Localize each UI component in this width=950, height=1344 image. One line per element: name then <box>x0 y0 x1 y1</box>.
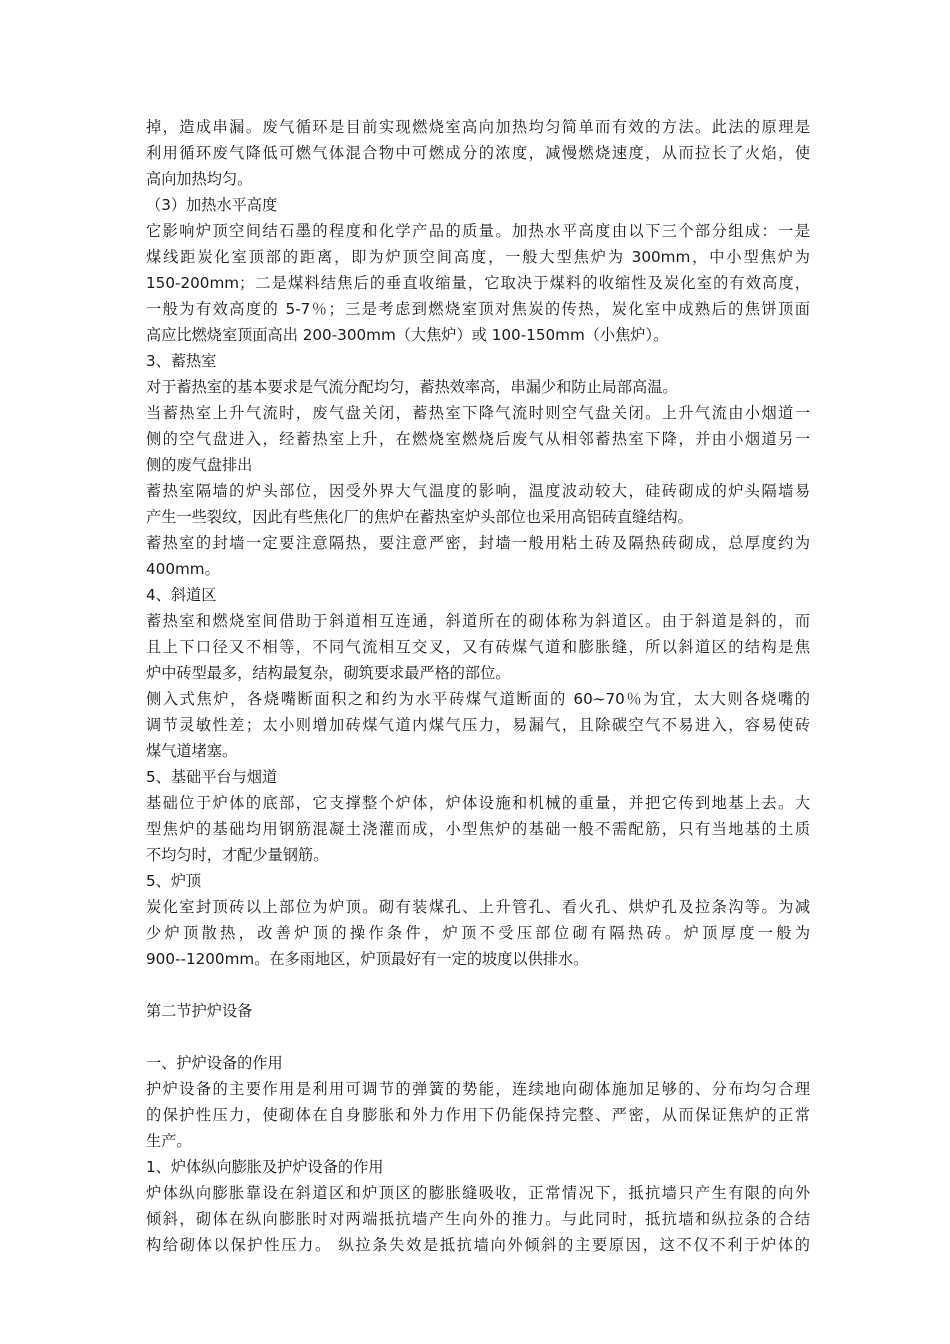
text-line: 且上下口径又不相等，不同气流相互交叉，又有砖煤气道和膨胀缝，所以斜道区的结构是焦 <box>146 638 810 656</box>
text-line: 高向加热均匀。 <box>146 170 253 188</box>
text-line: 炉体纵向膨胀靠设在斜道区和炉顶区的膨胀缝吸收，正常情况下，抵抗墙只产生有限的向外 <box>146 1184 810 1202</box>
text-line: 侧的空气盘进入，经蓄热室上升，在燃烧室燃烧后废气从相邻蓄热室下降，并由小烟道另一 <box>146 430 810 448</box>
text-line: 当蓄热室上升气流时，废气盘关闭，蓄热室下降气流时则空气盘关闭。上升气流由小烟道一 <box>146 404 810 422</box>
text-line: 型焦炉的基础均用钢筋混凝土浇灌而成，小型焦炉的基础一般不需配筋，只有当地基的土质 <box>146 820 810 838</box>
text-line: 蓄热室和燃烧室间借助于斜道相互连通，斜道所在的砌体称为斜道区。由于斜道是斜的，而 <box>146 612 810 630</box>
text-line: 1、炉体纵向膨胀及护炉设备的作用 <box>146 1158 384 1176</box>
text-line: 的保护性压力，使砌体在自身膨胀和外力作用下仍能保持完整、严密，从而保证焦炉的正常 <box>146 1106 810 1124</box>
text-line: 150-200mm；二是煤料结焦后的垂直收缩量，它取决于煤料的收缩性及炭化室的有效高度， <box>146 274 810 292</box>
text-line: 侧入式焦炉，各烧嘴断面积之和约为水平砖煤气道断面的 60~70％为宜，太大则各烧嘴的 <box>146 690 810 708</box>
text-line: 产生一些裂纹，因此有些焦化厂的焦炉在蓄热室炉头部位也采用高铝砖直缝结构。 <box>146 508 693 526</box>
text-line: 构给砌体以保护性压力。 纵拉条失效是抵抗墙向外倾斜的主要原因，这不仅不利于炉体的 <box>146 1236 810 1254</box>
text-line: 煤线距炭化室顶部的距离，即为炉顶空间高度，一般大型焦炉为 300mm，中小型焦炉为 <box>146 248 810 266</box>
text-line: 利用循环废气降低可燃气体混合物中可燃成分的浓度，减慢燃烧速度，从而拉长了火焰，使 <box>146 144 810 162</box>
text-line: 它影响炉顶空间结石墨的程度和化学产品的质量。加热水平高度由以下三个部分组成：一是 <box>146 222 810 240</box>
text-line: 4、斜道区 <box>146 586 217 604</box>
text-line: 掉，造成串漏。废气循环是目前实现燃烧室高向加热均匀简单而有效的方法。此法的原理是 <box>146 118 810 136</box>
text-line: 少炉顶散热，改善炉顶的操作条件，炉顶不受压部位砌有隔热砖。炉顶厚度一般为 <box>146 924 810 942</box>
text-line: 护炉设备的主要作用是利用可调节的弹簧的势能，连续地向砌体施加足够的、分布均匀合理 <box>146 1080 810 1098</box>
text-line: 5、炉顶 <box>146 872 202 890</box>
text-line: （3）加热水平高度 <box>146 196 278 214</box>
text-line: 第二节护炉设备 <box>146 1002 253 1020</box>
text-line: 基础位于炉体的底部，它支撑整个炉体，炉体设施和机械的重量，并把它传到地基上去。大 <box>146 794 810 812</box>
text-line: 倾斜，砌体在纵向膨胀时对两端抵抗墙产生向外的推力。与此同时，抵抗墙和纵拉条的合结 <box>146 1210 810 1228</box>
text-line: 蓄热室隔墙的炉头部位，因受外界大气温度的影响，温度波动较大，硅砖砌成的炉头隔墙易 <box>146 482 810 500</box>
text-line: 5、基础平台与烟道 <box>146 768 278 786</box>
text-line: 蓄热室的封墙一定要注意隔热，要注意严密，封墙一般用粘土砖及隔热砖砌成，总厚度约为 <box>146 534 810 552</box>
text-line: 3、蓄热室 <box>146 352 217 370</box>
text-line: 煤气道堵塞。 <box>146 742 238 760</box>
text-line: 对于蓄热室的基本要求是气流分配均匀，蓄热效率高，串漏少和防止局部高温。 <box>146 378 678 396</box>
text-line: 生产。 <box>146 1132 192 1150</box>
text-line: 炭化室封顶砖以上部位为炉顶。砌有装煤孔、上升管孔、看火孔、烘炉孔及拉条沟等。为减 <box>146 898 810 916</box>
document-page <box>146 114 810 1258</box>
text-line: 侧的废气盘排出 <box>146 456 253 474</box>
text-line: 400mm。 <box>146 560 220 578</box>
text-line: 不均匀时，才配少量钢筋。 <box>146 846 329 864</box>
text-line: 一般为有效高度的 5-7％；三是考虑到燃烧室顶对焦炭的传热，炭化室中成熟后的焦饼顶面 <box>146 300 810 318</box>
blank-line <box>146 972 810 998</box>
blank-line <box>146 1024 810 1050</box>
text-line: 高应比燃烧室顶面高出 200-300mm（大焦炉）或 100-150mm（小焦炉）。 <box>146 326 669 344</box>
text-line: 调节灵敏性差；太小则增加砖煤气道内煤气压力，易漏气，且除碳空气不易进入，容易使砖 <box>146 716 810 734</box>
text-line: 炉中砖型最多，结构最复杂，砌筑要求最严格的部位。 <box>146 664 511 682</box>
text-line: 一、护炉设备的作用 <box>146 1054 283 1072</box>
text-line: 900--1200mm。在多雨地区，炉顶最好有一定的坡度以供排水。 <box>146 950 589 968</box>
